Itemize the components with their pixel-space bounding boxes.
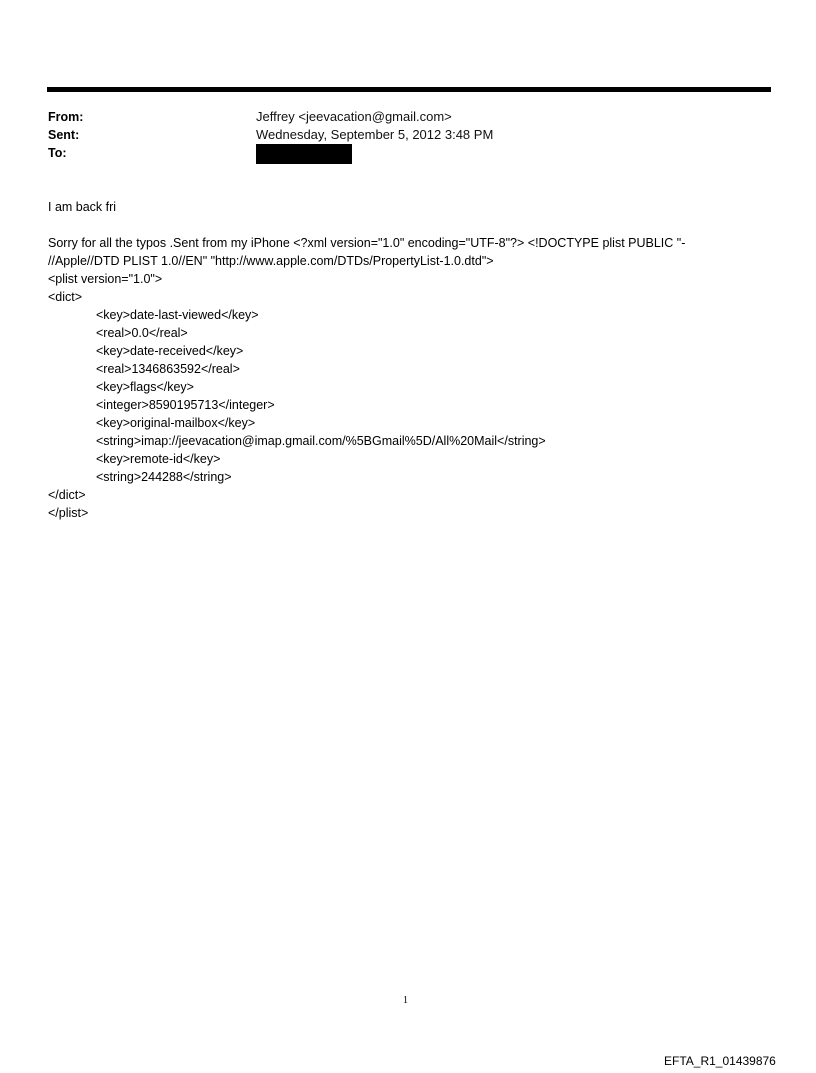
plist-line: <integer>8590195713</integer> bbox=[96, 398, 275, 412]
plist-line: <string>imap://jeevacation@imap.gmail.com/%5BGmail%5D/All%20Mail</string> bbox=[96, 434, 546, 448]
plist-line: <key>date-received</key> bbox=[96, 344, 244, 358]
plist-line: <key>original-mailbox</key> bbox=[96, 416, 256, 430]
sent-label: Sent: bbox=[48, 128, 80, 142]
body-line-4: <dict> bbox=[48, 290, 83, 304]
sent-value: Wednesday, September 5, 2012 3:48 PM bbox=[256, 127, 494, 142]
plist-line: <real>1346863592</real> bbox=[96, 362, 240, 376]
page-number: 1 bbox=[403, 995, 408, 1006]
plist-line: <key>date-last-viewed</key> bbox=[96, 308, 259, 322]
body-close-plist: </plist> bbox=[48, 506, 89, 520]
redaction-block bbox=[256, 144, 352, 164]
body-line-1: Sorry for all the typos .Sent from my iPhone <?xml version="1.0" encoding="UTF-8"?> <!DOCTYPE plist PUBLIC "- bbox=[48, 236, 686, 250]
plist-line: <key>flags</key> bbox=[96, 380, 194, 394]
plist-line: <string>244288</string> bbox=[96, 470, 232, 484]
document-id: EFTA_R1_01439876 bbox=[664, 1054, 776, 1068]
to-label: To: bbox=[48, 146, 67, 160]
body-greeting: I am back fri bbox=[48, 200, 117, 214]
header-divider bbox=[47, 87, 771, 92]
from-value: Jeffrey <jeevacation@gmail.com> bbox=[256, 109, 452, 124]
from-label: From: bbox=[48, 110, 84, 124]
body-close-dict: </dict> bbox=[48, 488, 86, 502]
plist-line: <key>remote-id</key> bbox=[96, 452, 221, 466]
plist-line: <real>0.0</real> bbox=[96, 326, 188, 340]
body-line-3: <plist version="1.0"> bbox=[48, 272, 163, 286]
body-line-2: //Apple//DTD PLIST 1.0//EN" "http://www.apple.com/DTDs/PropertyList-1.0.dtd"> bbox=[48, 254, 494, 268]
